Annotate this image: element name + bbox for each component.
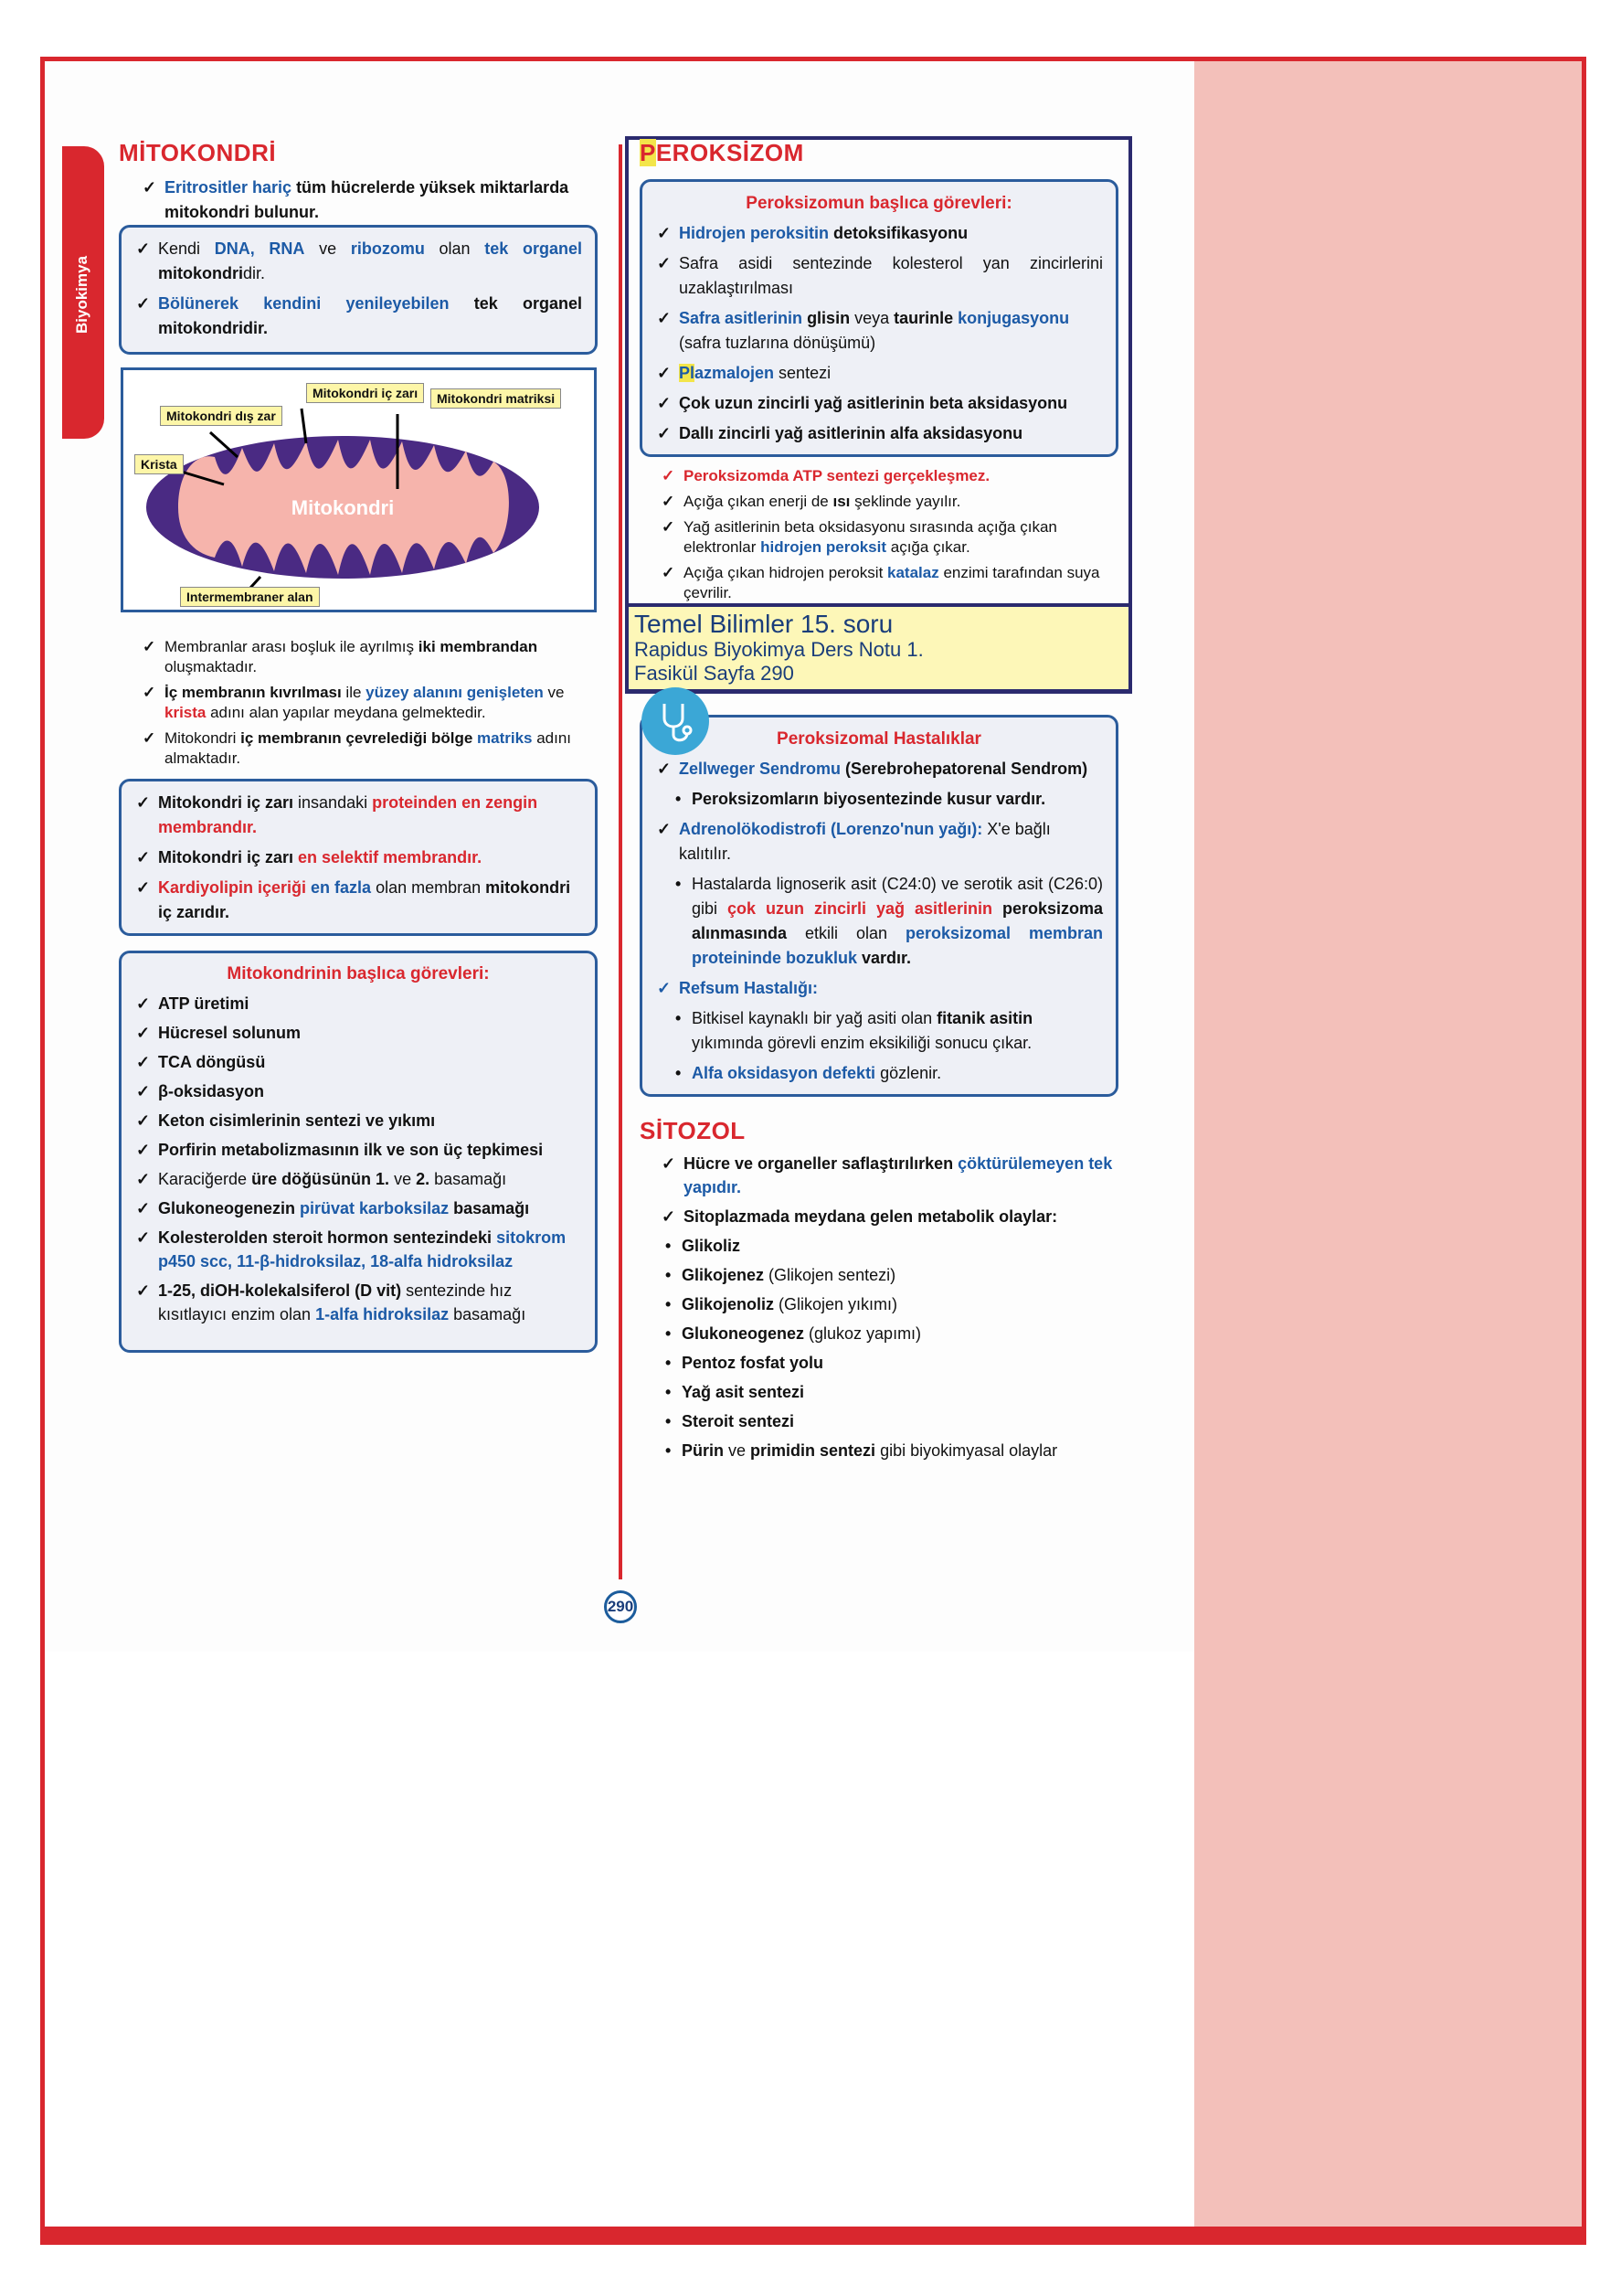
label-krista: Krista: [134, 454, 184, 474]
func-6: ✓ Porfirin metabolizmasının ilk ve son üç tepkimesi: [134, 1138, 582, 1162]
func-9: ✓ Kolesterolden steroit hormon sentezindeki sitokrom p450 scc, 11-β-hidroksilaz, 18-alfa hidroksilaz: [134, 1226, 582, 1273]
bottom-bar: [40, 2227, 1586, 2243]
perox-g2: ✓ Safra asidi sentezinde kolesterol yan zincirlerini uzaklaştırılması: [655, 251, 1103, 301]
sitozol-i2: • Glikojenez (Glikojen sentezi): [660, 1263, 1122, 1287]
mito-box2-c: ✓ Kardiyolipin içeriği en fazla olan membran mitokondri iç zarıdır.: [134, 876, 582, 925]
perox-g1: ✓ Hidrojen peroksitin detoksifikasyonu: [655, 221, 1103, 246]
mito-box2-a: ✓ Mitokondri iç zarı insandaki proteinden en zengin membrandır.: [134, 791, 582, 840]
mito-list-b: ✓ İç membranın kıvrılması ile yüzey alanını genişleten ve krista adını alan yapılar meydana gelmektedir.: [141, 683, 598, 723]
disease-title: Peroksizomal Hastalıklar: [777, 729, 981, 749]
mito-box1-line1: ✓ Kendi DNA, RNA ve ribozomu olan tek organel mitokondridir.: [134, 237, 582, 286]
disease-zellweger-detail: • Peroksizomların biyosentezinde kusur vardır.: [670, 787, 1103, 812]
perox-functions-title: Peroksizomun başlıca görevleri:: [746, 194, 1012, 213]
mito-list: [141, 637, 598, 774]
perox-n1: ✓ Peroksizomda ATP sentezi gerçekleşmez.: [660, 466, 1117, 486]
label-matrix: Mitokondri matriksi: [430, 388, 561, 409]
reference-note: [625, 603, 1132, 693]
disease-refsum: ✓ Refsum Hastalığı:: [655, 976, 1103, 1001]
perox-n4: ✓ Açığa çıkan hidrojen peroksit katalaz enzimi tarafından suya çevrilir.: [660, 563, 1117, 583]
sitozol-i4: • Glukoneogenez (glukoz yapımı): [660, 1322, 1122, 1345]
func-4: ✓ β-oksidasyon: [134, 1079, 582, 1103]
perox-g5: ✓ Çok uzun zincirli yağ asitlerinin beta aksidasyonu: [655, 391, 1103, 416]
perox-g4: ✓ Plazmalojen sentezi: [655, 361, 1103, 386]
mito-functions-title: Mitokondrinin başlıca görevleri:: [227, 964, 490, 983]
mito-center-label: Mitokondri: [291, 496, 395, 519]
sitozol-i6: • Yağ asit sentezi: [660, 1380, 1122, 1404]
peroksizom-title: PEROKSİZOM: [640, 139, 804, 166]
perox-disease-box: [640, 715, 1118, 1097]
sitozol-s1: ✓ Hücre ve organeller saflaştırılırken çöktürülemeyen tek yapıdır.: [660, 1152, 1122, 1199]
disease-zellweger: ✓ Zellweger Sendromu (Serebrohepatorenal Sendrom): [655, 757, 1103, 781]
perox-functions-box: [640, 179, 1118, 457]
column-divider: [619, 144, 622, 1579]
func-10: ✓ 1-25, diOH-kolekalsiferol (D vit) sentezinde hız kısıtlayıcı enzim olan 1-alfa hidroksilaz basamağı: [134, 1279, 582, 1326]
sitozol-i5: • Pentoz fosfat yolu: [660, 1351, 1122, 1375]
perox-n3: ✓ Yağ asitlerinin beta oksidasyonu sırasında açığa çıkan elektronlar hidrojen peroksit açığa çıkar.: [660, 517, 1117, 558]
func-8: ✓ Glukoneogenezin pirüvat karboksilaz basamağı: [134, 1196, 582, 1220]
sitozol-i3: • Glikojenoliz (Glikojen yıkımı): [660, 1292, 1122, 1316]
mito-box1-line2: ✓ Bölünerek kendini yenileyebilen tek organel mitokondridir.: [134, 292, 582, 341]
disease-refsum-detail: • Bitkisel kaynaklı bir yağ asiti olan fitanik asitin yıkımında görevli enzim eksikiliği sonucu çıkar.: [670, 1006, 1103, 1056]
perox-g3: ✓ Safra asitlerinin glisin veya taurinle konjugasyonu (safra tuzlarına dönüşümü): [655, 306, 1103, 356]
sitozol-section: [660, 1152, 1122, 1468]
func-7: ✓ Karaciğerde üre döğüsünün 1. ve 2. basamağı: [134, 1167, 582, 1191]
note-line-2: Rapidus Biyokimya Ders Notu 1.: [634, 638, 924, 661]
mito-box2-b: ✓ Mitokondri iç zarı en selektif membrandır.: [134, 845, 582, 870]
note-line-1: Temel Bilimler 15. soru: [634, 610, 894, 638]
sitozol-i8: • Pürin ve primidin sentezi gibi biyokimyasal olaylar: [660, 1439, 1122, 1462]
mito-box-2: [119, 779, 598, 936]
sitozol-i1: • Glikoliz: [660, 1234, 1122, 1258]
perox-g6: ✓ Dallı zincirli yağ asitlerinin alfa aksidasyonu: [655, 421, 1103, 446]
mito-box-1: [119, 225, 598, 355]
mitochondria-diagram: [121, 367, 597, 612]
disease-adreno: ✓ Adrenolökodistrofi (Lorenzo'nun yağı): X'e bağlı kalıtılır.: [655, 817, 1103, 866]
label-intermembrane: Intermembraner alan: [180, 587, 320, 607]
mito-intro: ✓ Eritrositler hariç tüm hücrelerde yüksek miktarlarda mitokondri bulunur.: [141, 175, 598, 225]
mito-list-a: ✓ Membranlar arası boşluk ile ayrılmış iki membrandan oluşmaktadır.: [141, 637, 598, 677]
disease-adreno-detail: • Hastalarda lignoserik asit (C24:0) ve serotik asit (C26:0) gibi çok uzun zincirli yağ asitlerinin peroksizoma alınmasında etkili olan peroksizomal membran proteininde bozukluk vardır.: [670, 872, 1103, 971]
disease-refsum-defect: • Alfa oksidasyon defekti gözlenir.: [670, 1061, 1103, 1086]
func-1: ✓ ATP üretimi: [134, 992, 582, 1015]
mito-list-c: ✓ Mitokondri iç membranın çevrelediği bölge matriks adını almaktadır.: [141, 728, 598, 769]
label-outer-membrane: Mitokondri dış zar: [160, 406, 282, 426]
side-tab-label: Biyokimya: [73, 255, 90, 334]
side-tab: [62, 146, 104, 439]
sitozol-s2: ✓ Sitoplazmada meydana gelen metabolik olaylar:: [660, 1205, 1122, 1228]
perox-notes: [660, 466, 1117, 601]
func-5: ✓ Keton cisimlerinin sentezi ve yıkımı: [134, 1109, 582, 1132]
mito-functions-box: [119, 951, 598, 1353]
stethoscope-glyph: [641, 687, 709, 755]
func-3: ✓ TCA döngüsü: [134, 1050, 582, 1074]
page-number: 290: [604, 1590, 637, 1623]
sitozol-title: SİTOZOL: [640, 1117, 746, 1144]
note-line-3: Fasikül Sayfa 290: [634, 662, 794, 685]
func-2: ✓ Hücresel solunum: [134, 1021, 582, 1045]
mitokondri-title: MİTOKONDRİ: [119, 139, 277, 166]
stethoscope-icon: [641, 687, 709, 755]
perox-n2: ✓ Açığa çıkan enerji de ısı şeklinde yayılır.: [660, 492, 1117, 512]
sitozol-i7: • Steroit sentezi: [660, 1409, 1122, 1433]
label-inner-membrane: Mitokondri iç zarı: [306, 383, 424, 403]
